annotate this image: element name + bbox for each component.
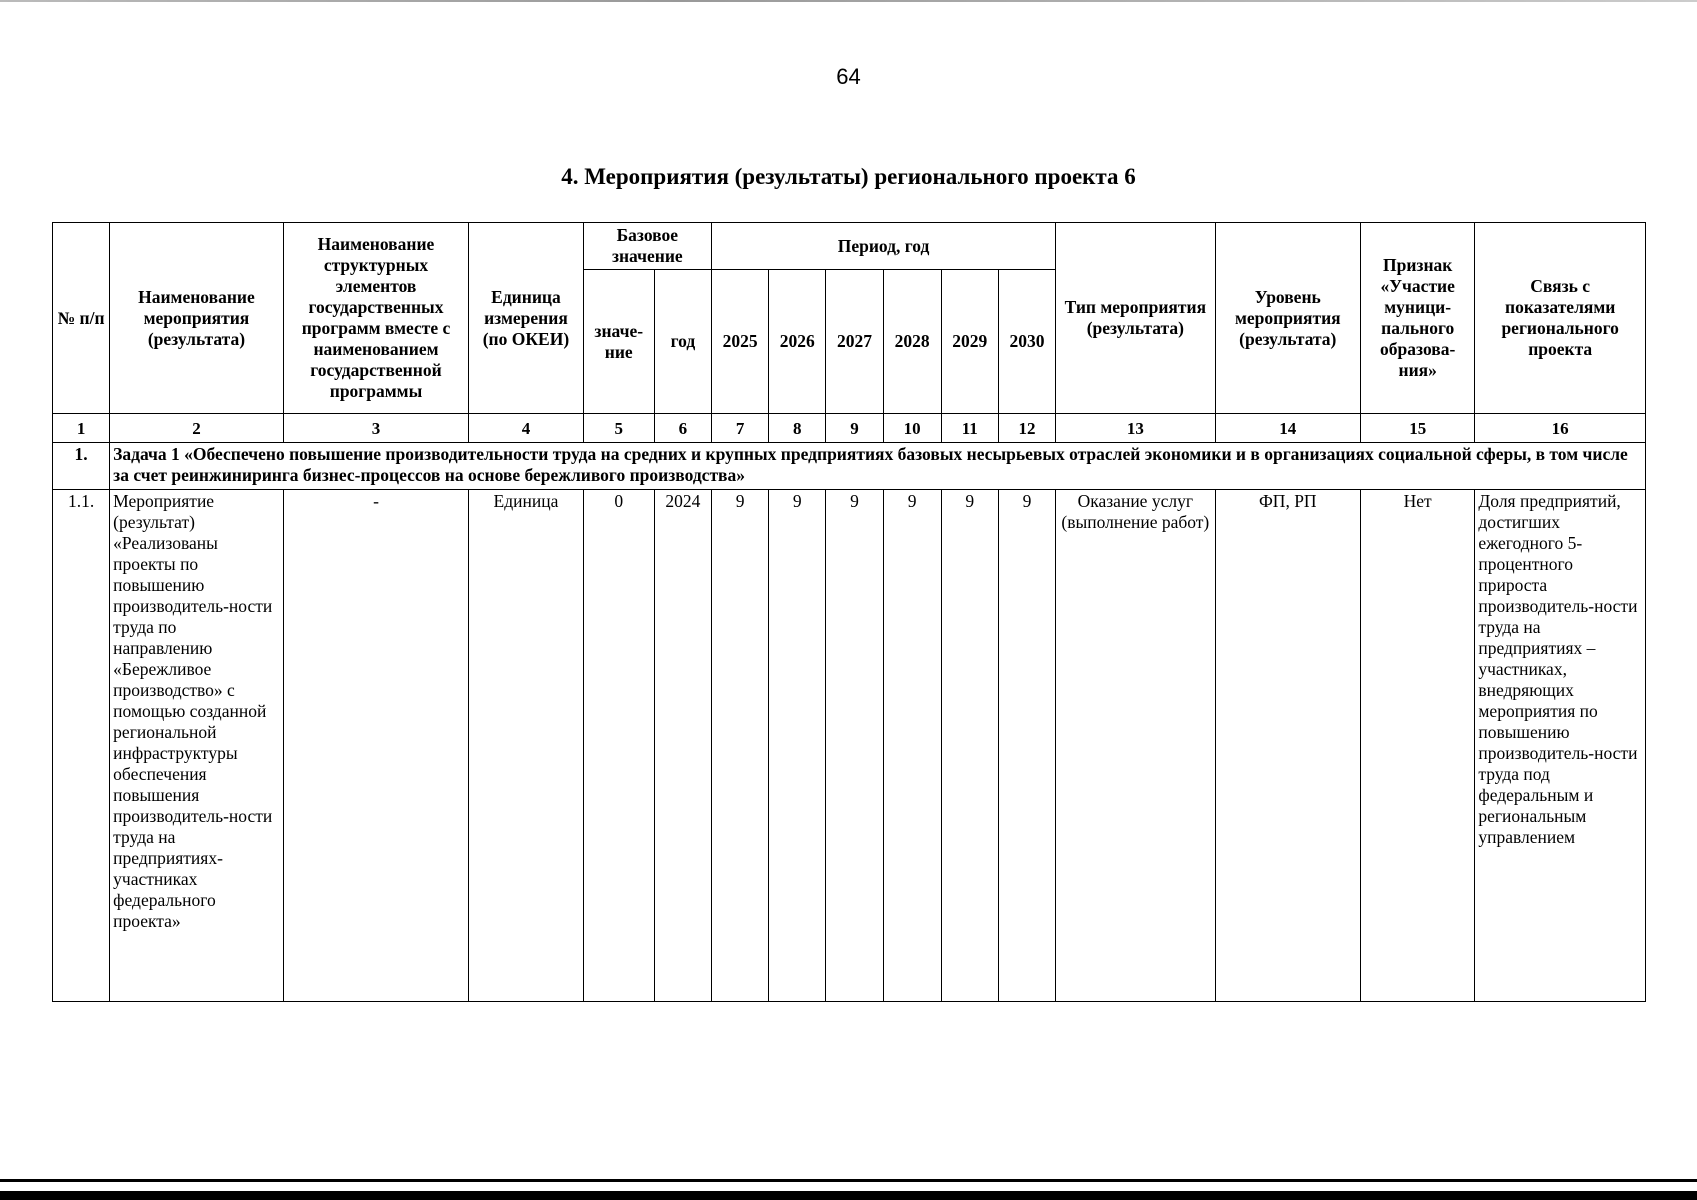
row-type: Оказание услуг (выполнение работ) [1056,490,1215,1002]
row-value-2028: 9 [883,490,941,1002]
column-number: 12 [998,414,1055,443]
header-year-2026: 2026 [769,270,826,414]
header-year-2028: 2028 [883,270,941,414]
task-row [53,443,1646,490]
header-municipal: Признак «Участие муници-пального образова-ния» [1361,223,1475,414]
row-base-year: 2024 [654,490,711,1002]
column-number: 5 [583,414,654,443]
events-table [52,222,1646,1002]
header-level: Уровень мероприятия (результата) [1215,223,1360,414]
header-link: Связь с показателями регионального проекта [1475,223,1646,414]
column-number: 1 [53,414,110,443]
column-number: 13 [1056,414,1215,443]
row-value-2029: 9 [941,490,998,1002]
header-base-value: значе-ние [583,270,654,414]
column-number: 7 [712,414,769,443]
scan-edge-bottom [0,1191,1697,1200]
column-number: 9 [826,414,883,443]
column-number: 6 [654,414,711,443]
row-value-2025: 9 [712,490,769,1002]
column-number: 3 [283,414,469,443]
header-year-2030: 2030 [998,270,1055,414]
header-structural: Наименование структурных элементов государственных программ вместе с наименованием государственной программы [283,223,469,414]
row-value-2026: 9 [769,490,826,1002]
row-unit: Единица [469,490,583,1002]
column-number: 11 [941,414,998,443]
header-num: № п/п [53,223,110,414]
row-value-2030: 9 [998,490,1055,1002]
header-year-2029: 2029 [941,270,998,414]
header-year-2027: 2027 [826,270,883,414]
header-unit: Единица измерения (по ОКЕИ) [469,223,583,414]
row-base-value: 0 [583,490,654,1002]
column-number: 8 [769,414,826,443]
column-number: 16 [1475,414,1646,443]
column-number: 2 [110,414,284,443]
row-num: 1.1. [53,490,110,1002]
column-number: 10 [883,414,941,443]
task-text: Задача 1 «Обеспечено повышение производительности труда на средних и крупных предприятиях базовых несырьевых отраслей экономики и в организациях социальной сферы, в том числе за счет реинжиниринга бизнес-процессов на основе бережливого производства» [110,443,1646,490]
column-number-row [53,414,1646,443]
column-number: 15 [1361,414,1475,443]
header-row-1 [53,223,1646,270]
scan-edge-top [0,0,1697,2]
header-base-group: Базовое значение [583,223,711,270]
header-year-2025: 2025 [712,270,769,414]
table-row [53,490,1646,1002]
section-title: 4. Мероприятия (результаты) регионального проекта 6 [561,164,1136,189]
header-base-year: год [654,270,711,414]
scan-edge-bottom [0,1179,1697,1182]
row-structural: - [283,490,469,1002]
row-municipal: Нет [1361,490,1475,1002]
header-period-group: Период, год [712,223,1056,270]
row-level: ФП, РП [1215,490,1360,1002]
column-number: 4 [469,414,583,443]
header-type: Тип мероприятия (результата) [1056,223,1215,414]
row-name: Мероприятие (результат) «Реализованы проекты по повышению производитель-ности труда по направлению «Бережливое производство» с помощью созданной региональной инфраструктуры обеспечения повышения производитель-ности труда на предприятиях-участниках федерального проекта» [110,490,284,1002]
column-number: 14 [1215,414,1360,443]
row-link: Доля предприятий, достигших ежегодного 5-процентного прироста производитель-ности труда на предприятиях – участниках, внедряющих мероприятия по повышению производитель-ности труда под федеральным и региональным управлением [1475,490,1646,1002]
page-number: 64 [836,64,861,89]
task-num: 1. [53,443,110,490]
header-name: Наименование мероприятия (результата) [110,223,284,414]
row-value-2027: 9 [826,490,883,1002]
